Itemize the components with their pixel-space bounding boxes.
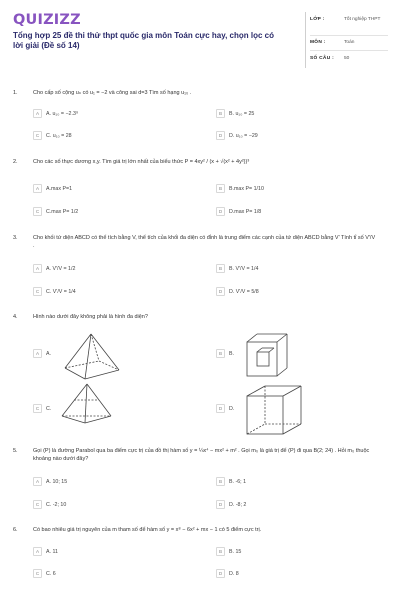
option-letter: C — [33, 404, 42, 413]
question-number: 5. — [13, 448, 18, 454]
question-4 — [13, 314, 388, 438]
question-number: 4. — [13, 314, 18, 320]
option-letter: B — [216, 547, 225, 556]
option-b[interactable] — [216, 109, 376, 119]
worksheet-header — [13, 12, 388, 68]
option-letter: A — [33, 184, 42, 193]
option-b[interactable] — [216, 184, 376, 194]
option-c[interactable] — [33, 287, 193, 297]
meta-class-value: Tốt nghiệp THPT — [344, 17, 381, 22]
option-c[interactable] — [33, 569, 193, 579]
box-prism-figure — [245, 384, 305, 436]
option-text: C. u₁₀ = 28 — [46, 132, 72, 139]
question-text: Có bao nhiêu giá trị nguyên của m tham số để hàm số y = x⁸ − 6x² + mx − 1 có 5 điểm cực trị. — [33, 527, 262, 533]
option-b[interactable] — [216, 349, 376, 359]
question-2 — [13, 159, 388, 221]
option-text: A.max P=1 — [46, 185, 73, 192]
option-b[interactable] — [216, 547, 376, 557]
header-divider — [305, 12, 306, 68]
meta-class-label: LỚP : — [310, 17, 325, 22]
option-text: D. u₁₀ = −29 — [229, 132, 258, 139]
meta-subject-row — [310, 36, 388, 51]
option-d[interactable] — [216, 131, 376, 141]
question-1 — [13, 90, 388, 146]
option-letter: B — [216, 477, 225, 486]
question-number: 3. — [13, 235, 18, 241]
option-text: D. 8 — [229, 570, 239, 577]
option-text: A. 10; 15 — [46, 478, 68, 485]
option-text: C. -2; 10 — [46, 501, 67, 508]
option-a[interactable] — [33, 184, 193, 194]
quizizz-logo: QUIZIZZ — [13, 12, 81, 28]
option-a[interactable] — [33, 109, 193, 119]
option-letter: B — [216, 264, 225, 273]
option-text: A. 11 — [46, 548, 58, 555]
tetrahedron-figure — [59, 382, 115, 426]
option-a[interactable] — [33, 477, 193, 487]
option-letter: D — [216, 207, 225, 216]
option-text: A. — [46, 350, 52, 357]
option-a[interactable] — [33, 264, 193, 274]
question-text: Cho khối tứ diện ABCD có thể tích bằng V, thể tích của khối đa diện có đỉnh là trung điểm các cạnh của tứ diện ABCD bằng V' Tính tỉ số V'/V . — [33, 235, 376, 249]
option-letter: D — [216, 404, 225, 413]
option-letter: C — [33, 569, 42, 578]
option-c[interactable] — [33, 207, 193, 217]
option-letter: B — [216, 349, 225, 358]
question-text: Hình nào dưới đây không phải là hình đa diện? — [33, 314, 148, 320]
option-text: B. V'/V = 1/4 — [229, 265, 259, 272]
option-text: C. — [46, 405, 52, 412]
option-text: D.max P= 1/8 — [229, 208, 262, 215]
question-3 — [13, 235, 388, 300]
option-letter: C — [33, 287, 42, 296]
question-6 — [13, 527, 388, 585]
option-d[interactable] — [216, 207, 376, 217]
option-letter: A — [33, 547, 42, 556]
question-text: Gọi (P) là đường Parabol qua ba điểm cực trị của đồ thị hàm số y = ¼x⁴ − mx² + m² . Gọi m₀ là giá trị để (P) đi qua B(2; 24) . Hỏi m₀ thuộc khoảng nào dưới đây? — [33, 448, 370, 462]
option-letter: D — [216, 500, 225, 509]
question-5 — [13, 448, 388, 518]
option-letter: B — [216, 184, 225, 193]
option-text: A. u₁₀ = −2.3⁹ — [46, 110, 79, 117]
option-letter: B — [216, 109, 225, 118]
option-text: A. V'/V = 1/2 — [46, 265, 76, 272]
option-text: D. V'/V = 5/8 — [229, 288, 259, 295]
option-d[interactable] — [216, 500, 376, 510]
option-letter: D — [216, 131, 225, 140]
worksheet-title: Tổng hợp 25 đề thi thử thpt quốc gia môn Toán cực hay, chọn lọc có lời giải (Đề số 14) — [13, 31, 274, 50]
option-text: C. 6 — [46, 570, 56, 577]
question-text: Cho các số thực dương x,y. Tìm giá trị lớn nhất của biểu thức P = 4xy² / (x + √(x² + 4y²))³ — [33, 159, 250, 165]
question-number: 2. — [13, 159, 18, 165]
option-text: C. V'/V = 1/4 — [46, 288, 76, 295]
option-letter: C — [33, 500, 42, 509]
meta-class-row — [310, 12, 388, 36]
option-text: C.max P= 1/2 — [46, 208, 79, 215]
pyramid-figure — [61, 332, 123, 382]
option-letter: A — [33, 477, 42, 486]
option-text: B. 15 — [229, 548, 242, 555]
meta-subject-value: Toán — [344, 40, 355, 45]
option-d[interactable] — [216, 569, 376, 579]
option-text: B. -6; 1 — [229, 478, 247, 485]
option-letter: D — [216, 569, 225, 578]
option-d[interactable] — [216, 287, 376, 297]
option-letter: C — [33, 207, 42, 216]
question-number: 6. — [13, 527, 18, 533]
option-a[interactable] — [33, 547, 193, 557]
meta-subject-label: MÔN : — [310, 40, 326, 45]
option-b[interactable] — [216, 477, 376, 487]
option-text: D. — [229, 405, 235, 412]
option-text: B.max P= 1/10 — [229, 185, 264, 192]
option-letter: A — [33, 264, 42, 273]
option-letter: D — [216, 287, 225, 296]
option-text: D. -8; 2 — [229, 501, 247, 508]
option-b[interactable] — [216, 264, 376, 274]
option-c[interactable] — [33, 500, 193, 510]
question-number: 1. — [13, 90, 18, 96]
option-text: B. — [229, 350, 235, 357]
option-letter: A — [33, 109, 42, 118]
worksheet-meta — [310, 12, 388, 67]
option-letter: A — [33, 349, 42, 358]
option-text: B. u₁₀ = 25 — [229, 110, 255, 117]
cube-with-hole-figure — [245, 332, 289, 380]
meta-count-label: SỐ CÂU : — [310, 56, 334, 61]
option-c[interactable] — [33, 131, 193, 141]
question-text: Cho cấp số cộng uₙ có u₁ = −2 và công sai d=3 Tìm số hạng u₁₀ . — [33, 90, 192, 96]
meta-count-row — [310, 51, 388, 67]
meta-count-value: 50 — [344, 56, 350, 61]
option-letter: C — [33, 131, 42, 140]
